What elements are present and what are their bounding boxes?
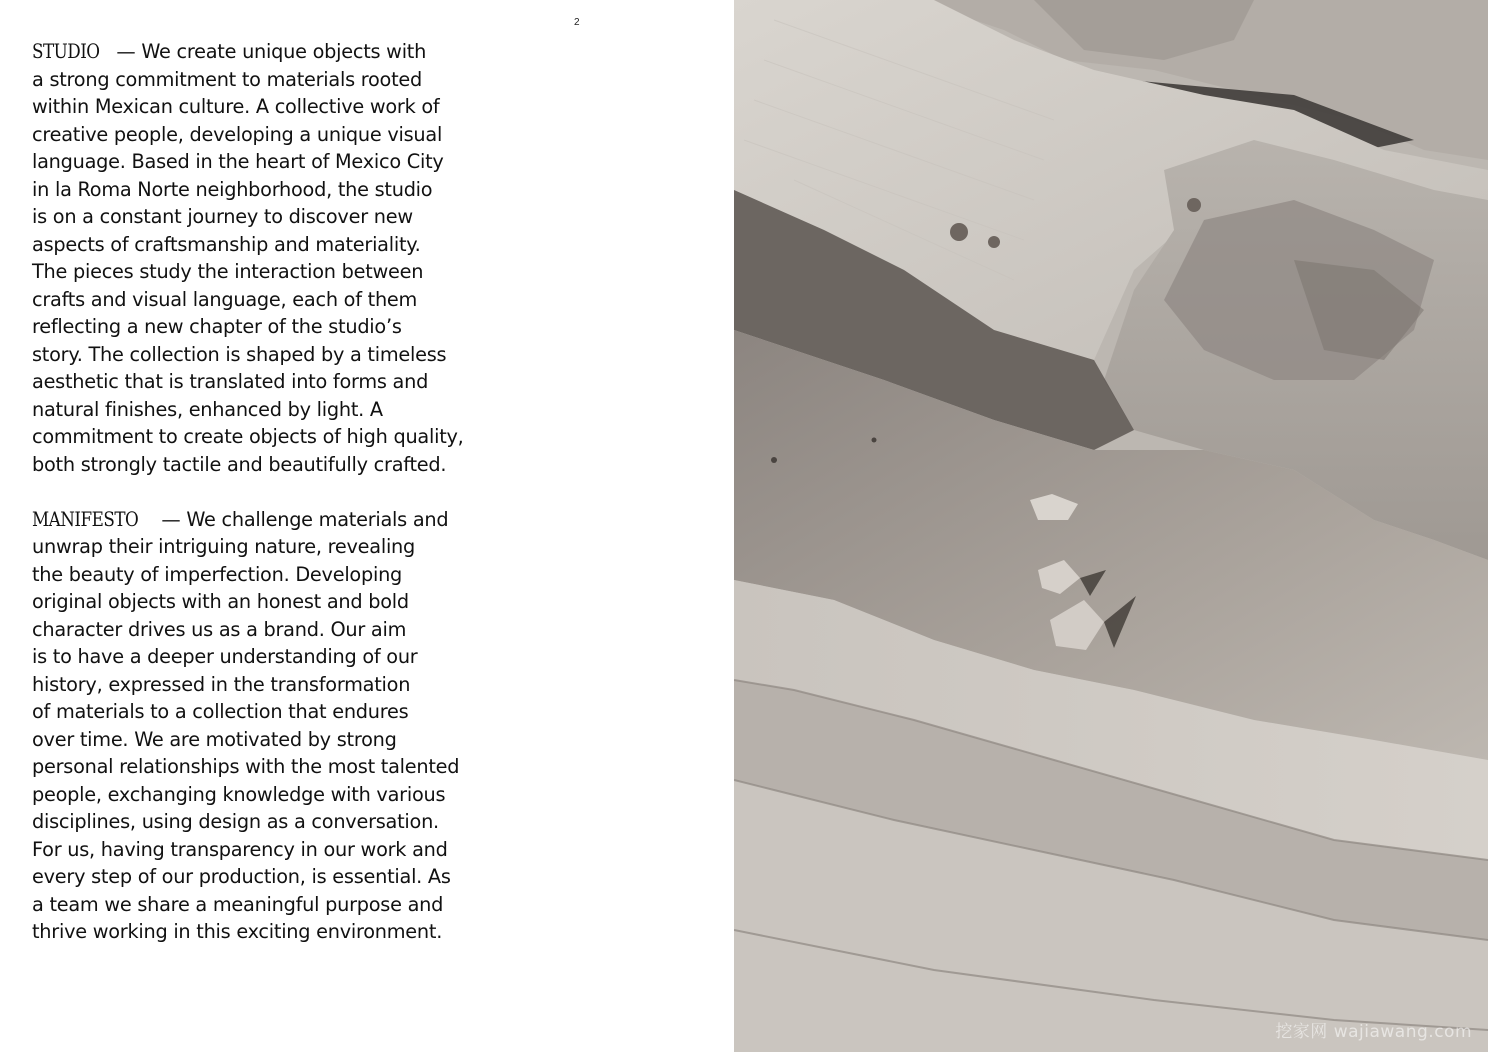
studio-line: — We create unique objects with	[116, 40, 427, 63]
manifesto-heading: MANIFESTO	[32, 507, 139, 531]
manifesto-line: people, exchanging knowledge with various	[32, 782, 446, 806]
manifesto-line: a team we share a meaningful purpose and	[32, 892, 444, 916]
studio-line: natural finishes, enhanced by light. A	[32, 397, 383, 421]
manifesto-line: unwrap their intriguing nature, revealing	[32, 535, 416, 558]
studio-line: language. Based in the heart of Mexico City	[32, 150, 444, 173]
studio-paragraph	[32, 38, 472, 478]
left-page	[0, 0, 734, 1052]
manifesto-line: — We challenge materials and	[161, 507, 449, 531]
studio-line: aspects of craftsmanship and materiality.	[32, 232, 421, 256]
manifesto-line: of materials to a collection that endures	[32, 700, 409, 723]
studio-line: The pieces study the interaction between	[32, 260, 424, 283]
studio-line: story. The collection is shaped by a timeless	[32, 342, 447, 366]
manifesto-paragraph	[32, 506, 472, 946]
manifesto-line: history, expressed in the transformation	[32, 672, 411, 696]
studio-line: both strongly tactile and beautifully crafted.	[32, 452, 447, 476]
studio-line: reflecting a new chapter of the studio’s	[32, 315, 402, 338]
manifesto-line: thrive working in this exciting environment.	[32, 920, 443, 943]
studio-first-line	[32, 38, 472, 66]
studio-heading: STUDIO	[32, 40, 100, 63]
studio-line: creative people, developing a unique visual	[32, 122, 443, 146]
body-copy	[32, 38, 472, 973]
rock-surface-photo	[734, 0, 1488, 1052]
manifesto-line: character drives us as a brand. Our aim	[32, 617, 407, 641]
studio-line: within Mexican culture. A collective work of	[32, 95, 440, 118]
studio-line: in la Roma Norte neighborhood, the studio	[32, 177, 433, 201]
studio-line: aesthetic that is translated into forms and	[32, 370, 429, 393]
manifesto-line: personal relationships with the most talented	[32, 755, 460, 778]
manifesto-line: For us, having transparency in our work and	[32, 837, 448, 861]
studio-line: a strong commitment to materials rooted	[32, 67, 423, 91]
manifesto-line: disciplines, using design as a conversation.	[32, 810, 439, 833]
manifesto-first-line	[32, 506, 472, 534]
studio-line: is on a constant journey to discover new	[32, 205, 413, 228]
studio-line: commitment to create objects of high quality,	[32, 425, 464, 448]
page-number: 2	[574, 17, 580, 28]
manifesto-line: over time. We are motivated by strong	[32, 727, 397, 751]
manifesto-line: is to have a deeper understanding of our	[32, 645, 418, 668]
stone-illustration	[734, 0, 1488, 1052]
manifesto-line: every step of our production, is essential. As	[32, 865, 451, 888]
manifesto-line: the beauty of imperfection. Developing	[32, 562, 403, 586]
watermark: 挖家网 wajiawang.com	[1275, 1022, 1472, 1042]
manifesto-line: original objects with an honest and bold	[32, 590, 409, 613]
studio-line: crafts and visual language, each of them	[32, 287, 418, 311]
